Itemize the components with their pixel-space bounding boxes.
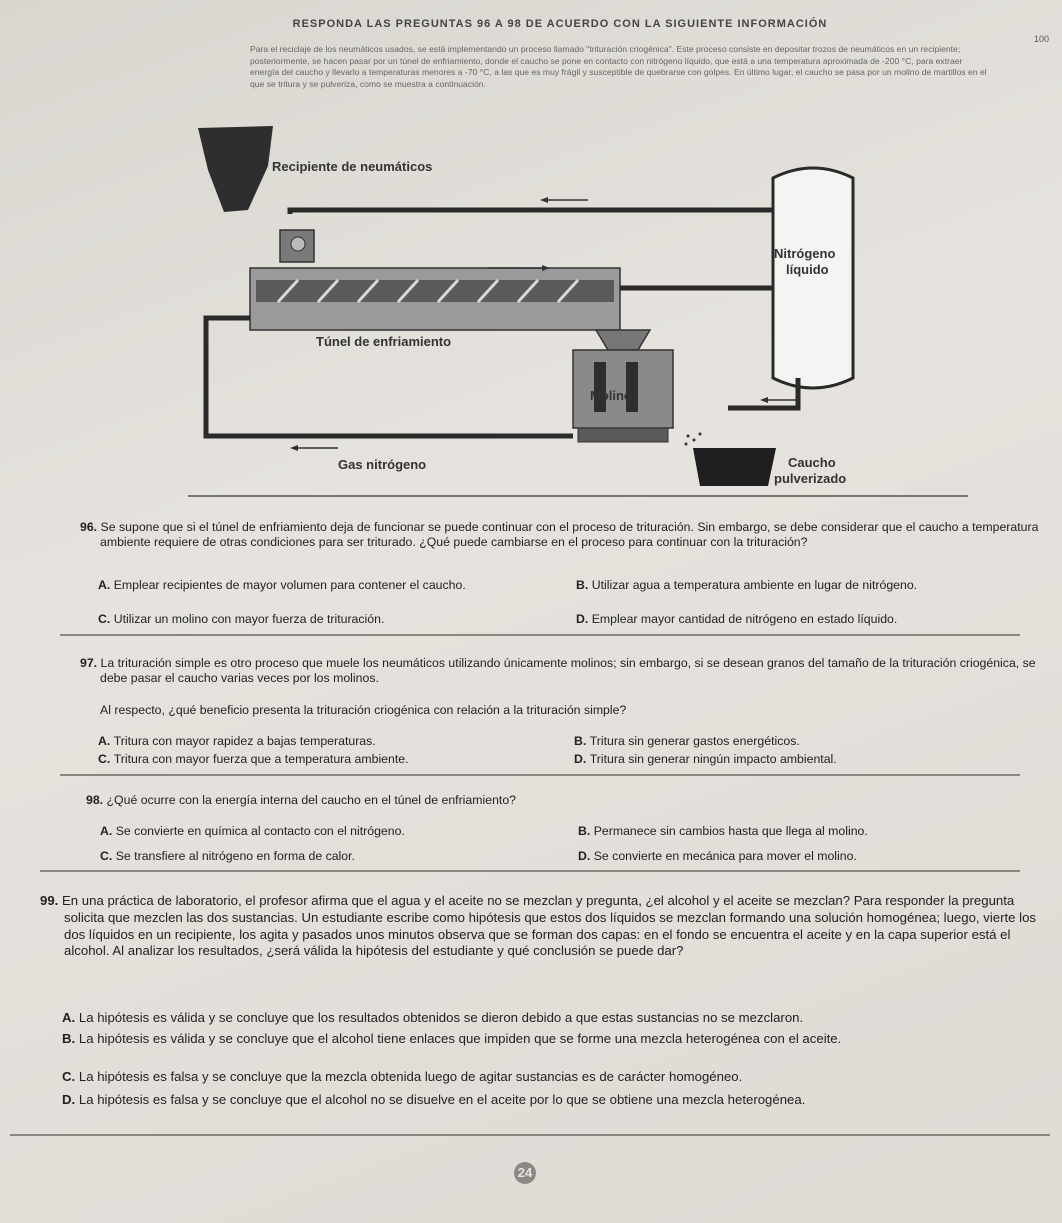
question-text: ¿Qué ocurre con la energía interna del caucho en el túnel de enfriamiento? [106,793,517,807]
question-97-prompt: Al respecto, ¿qué beneficio presenta la trituración criogénica con relación a la trituración simple? [100,703,627,717]
divider [40,870,1020,872]
label-gas: Gas nitrógeno [338,457,427,472]
question-text: La trituración simple es otro proceso que muele los neumáticos utilizando únicamente molinos; sin embargo, si se desean granos del tamaño de la trituración criogénica, se debe pasar el caucho varias veces por los molinos. [100,656,1036,685]
label-nitrogeno: Nitrógeno [774,246,836,261]
divider [10,1134,1050,1136]
option-98a[interactable]: A. Se convierte en química al contacto con el nitrógeno. [100,824,405,838]
option-99d[interactable]: D. La hipótesis es falsa y se concluye que el alcohol no se disuelve en el aceite por lo que se obtiene una mezcla heterogénea. [62,1092,806,1107]
label-recipiente: Recipiente de neumáticos [272,159,433,174]
nitrogen-tank-shape [773,168,853,388]
option-text: Emplear mayor cantidad de nitrógeno en estado líquido. [591,612,898,626]
divider [60,774,1020,776]
intro-paragraph: Para el reciclaje de los neumáticos usados, se está implementando un proceso llamado "trituración criogénica". Este proceso consiste en depositar trozos de neumáticos en un recipiente; posteriormente, se hacen pasar por un túnel de enfriamiento, donde el caucho se pone en contacto con nitrógeno líquido, que está a una temperatura aproximada de -200 °C, para extraer energía del caucho y llevarlo a temperaturas menores a -70 °C, a las que es muy frágil y susceptible de quebrarse con golpes. En último lugar, el caucho se pasa por un molino de martillos en el que se tritura y se pulveriza, como se muestra a continuación. [250,44,987,89]
divider [60,634,1020,636]
pulverized-rubber-container [693,448,776,486]
question-99 [40,893,1049,960]
option-99b[interactable]: B. La hipótesis es válida y se concluye que el alcohol tiene enlaces que impiden que se forme una mezcla heterogénea con el aceite. [62,1031,842,1046]
question-number: 99. [40,893,59,908]
option-text: Tritura con mayor rapidez a bajas temperaturas. [113,734,376,748]
question-96 [80,520,1040,550]
option-text: La hipótesis es falsa y se concluye que la mezcla obtenida luego de agitar sustancias es de carácter homogéneo. [78,1069,743,1084]
page-footer-number: 24 [514,1162,536,1184]
option-text: La hipótesis es falsa y se concluye que el alcohol no se disuelve en el aceite por lo que se obtiene una mezcla heterogénea. [78,1092,806,1107]
option-text: Emplear recipientes de mayor volumen para contener el caucho. [113,578,466,592]
question-98 [86,793,1016,808]
diagram-drawing [188,118,1018,508]
label-molino: Molino [590,388,632,403]
question-text: En una práctica de laboratorio, el profesor afirma que el agua y el aceite no se mezclan y pregunta, ¿el alcohol y el aceite se mezclan? Para responder la pregunta solicita que mezclen las dos sustancias. Un estudiante escribe como hipótesis que estos dos líquidos se mezclan formando una solución homogénea; luego, vierte los dos líquidos en un recipiente, los agita y pasados unos minutos observa que se forman dos capas: en el fondo se encuentra el aceite y en la capa superior está el alcohol. Al analizar los resultados, ¿será válida la hipótesis del estudiante y qué conclusión se puede dar? [62,893,1037,959]
option-text: La hipótesis es válida y se concluye que el alcohol tiene enlaces que impiden que se forme una mezcla heterogénea con el aceite. [78,1031,842,1046]
question-number: 98. [86,793,104,807]
option-99c[interactable]: C. La hipótesis es falsa y se concluye que la mezcla obtenida luego de agitar sustancias es de carácter homogéneo. [62,1069,743,1084]
option-96a[interactable]: A. Emplear recipientes de mayor volumen para contener el caucho. [98,578,466,592]
hopper-shape [198,126,273,212]
page-number: 100 [1034,34,1050,44]
section-header: RESPONDA LAS PREGUNTAS 96 A 98 DE ACUERDO CON LA SIGUIENTE INFORMACIÓN [292,18,828,30]
option-97b[interactable]: B. Tritura sin generar gastos energéticos. [574,734,800,748]
label-caucho: Caucho [788,455,836,470]
label-pulverizado: pulverizado [774,471,847,486]
option-text: Permanece sin cambios hasta que llega al molino. [593,824,868,838]
option-text: Tritura sin generar ningún impacto ambiental. [589,752,837,766]
option-98d[interactable]: D. Se convierte en mecánica para mover el molino. [578,849,857,863]
option-96d[interactable]: D. Emplear mayor cantidad de nitrógeno en estado líquido. [576,612,898,626]
option-97d[interactable]: D. Tritura sin generar ningún impacto ambiental. [574,752,837,766]
option-97c[interactable]: C. Tritura con mayor fuerza que a temperatura ambiente. [98,752,409,766]
option-text: Se convierte en mecánica para mover el molino. [593,849,857,863]
question-number: 97. [80,656,98,670]
question-text: Se supone que si el túnel de enfriamiento deja de funcionar se puede continuar con el proceso de trituración. Sin embargo, se debe considerar que el caucho a temperatura ambiente requiere de otras condiciones para ser triturado. ¿Qué puede cambiarse en el proceso para continuar con la trituración? [100,520,1039,549]
label-tunel: Túnel de enfriamiento [316,334,452,349]
option-98c[interactable]: C. Se transfiere al nitrógeno en forma de calor. [100,849,355,863]
option-text: Utilizar agua a temperatura ambiente en lugar de nitrógeno. [591,578,918,592]
option-text: Tritura sin generar gastos energéticos. [589,734,800,748]
question-97 [80,656,1040,686]
option-text: Tritura con mayor fuerza que a temperatura ambiente. [113,752,409,766]
question-number: 96. [80,520,98,534]
option-98b[interactable]: B. Permanece sin cambios hasta que llega al molino. [578,824,868,838]
option-99a[interactable]: A. La hipótesis es válida y se concluye que los resultados obtenidos se dieron debido a que estas sustancias no se mezclaron. [62,1010,804,1025]
option-96b[interactable]: B. Utilizar agua a temperatura ambiente en lugar de nitrógeno. [576,578,918,592]
option-text: Se convierte en química al contacto con el nitrógeno. [115,824,405,838]
cryogenic-process-diagram [188,118,1018,508]
option-97a[interactable]: A. Tritura con mayor rapidez a bajas temperaturas. [98,734,376,748]
option-96c[interactable]: C. Utilizar un molino con mayor fuerza de trituración. [98,612,385,626]
option-text: Se transfiere al nitrógeno en forma de calor. [115,849,355,863]
option-text: La hipótesis es válida y se concluye que los resultados obtenidos se dieron debido a que estas sustancias no se mezclaron. [78,1010,804,1025]
label-liquido: líquido [786,262,829,277]
option-text: Utilizar un molino con mayor fuerza de trituración. [113,612,385,626]
top-pipe [290,194,798,214]
